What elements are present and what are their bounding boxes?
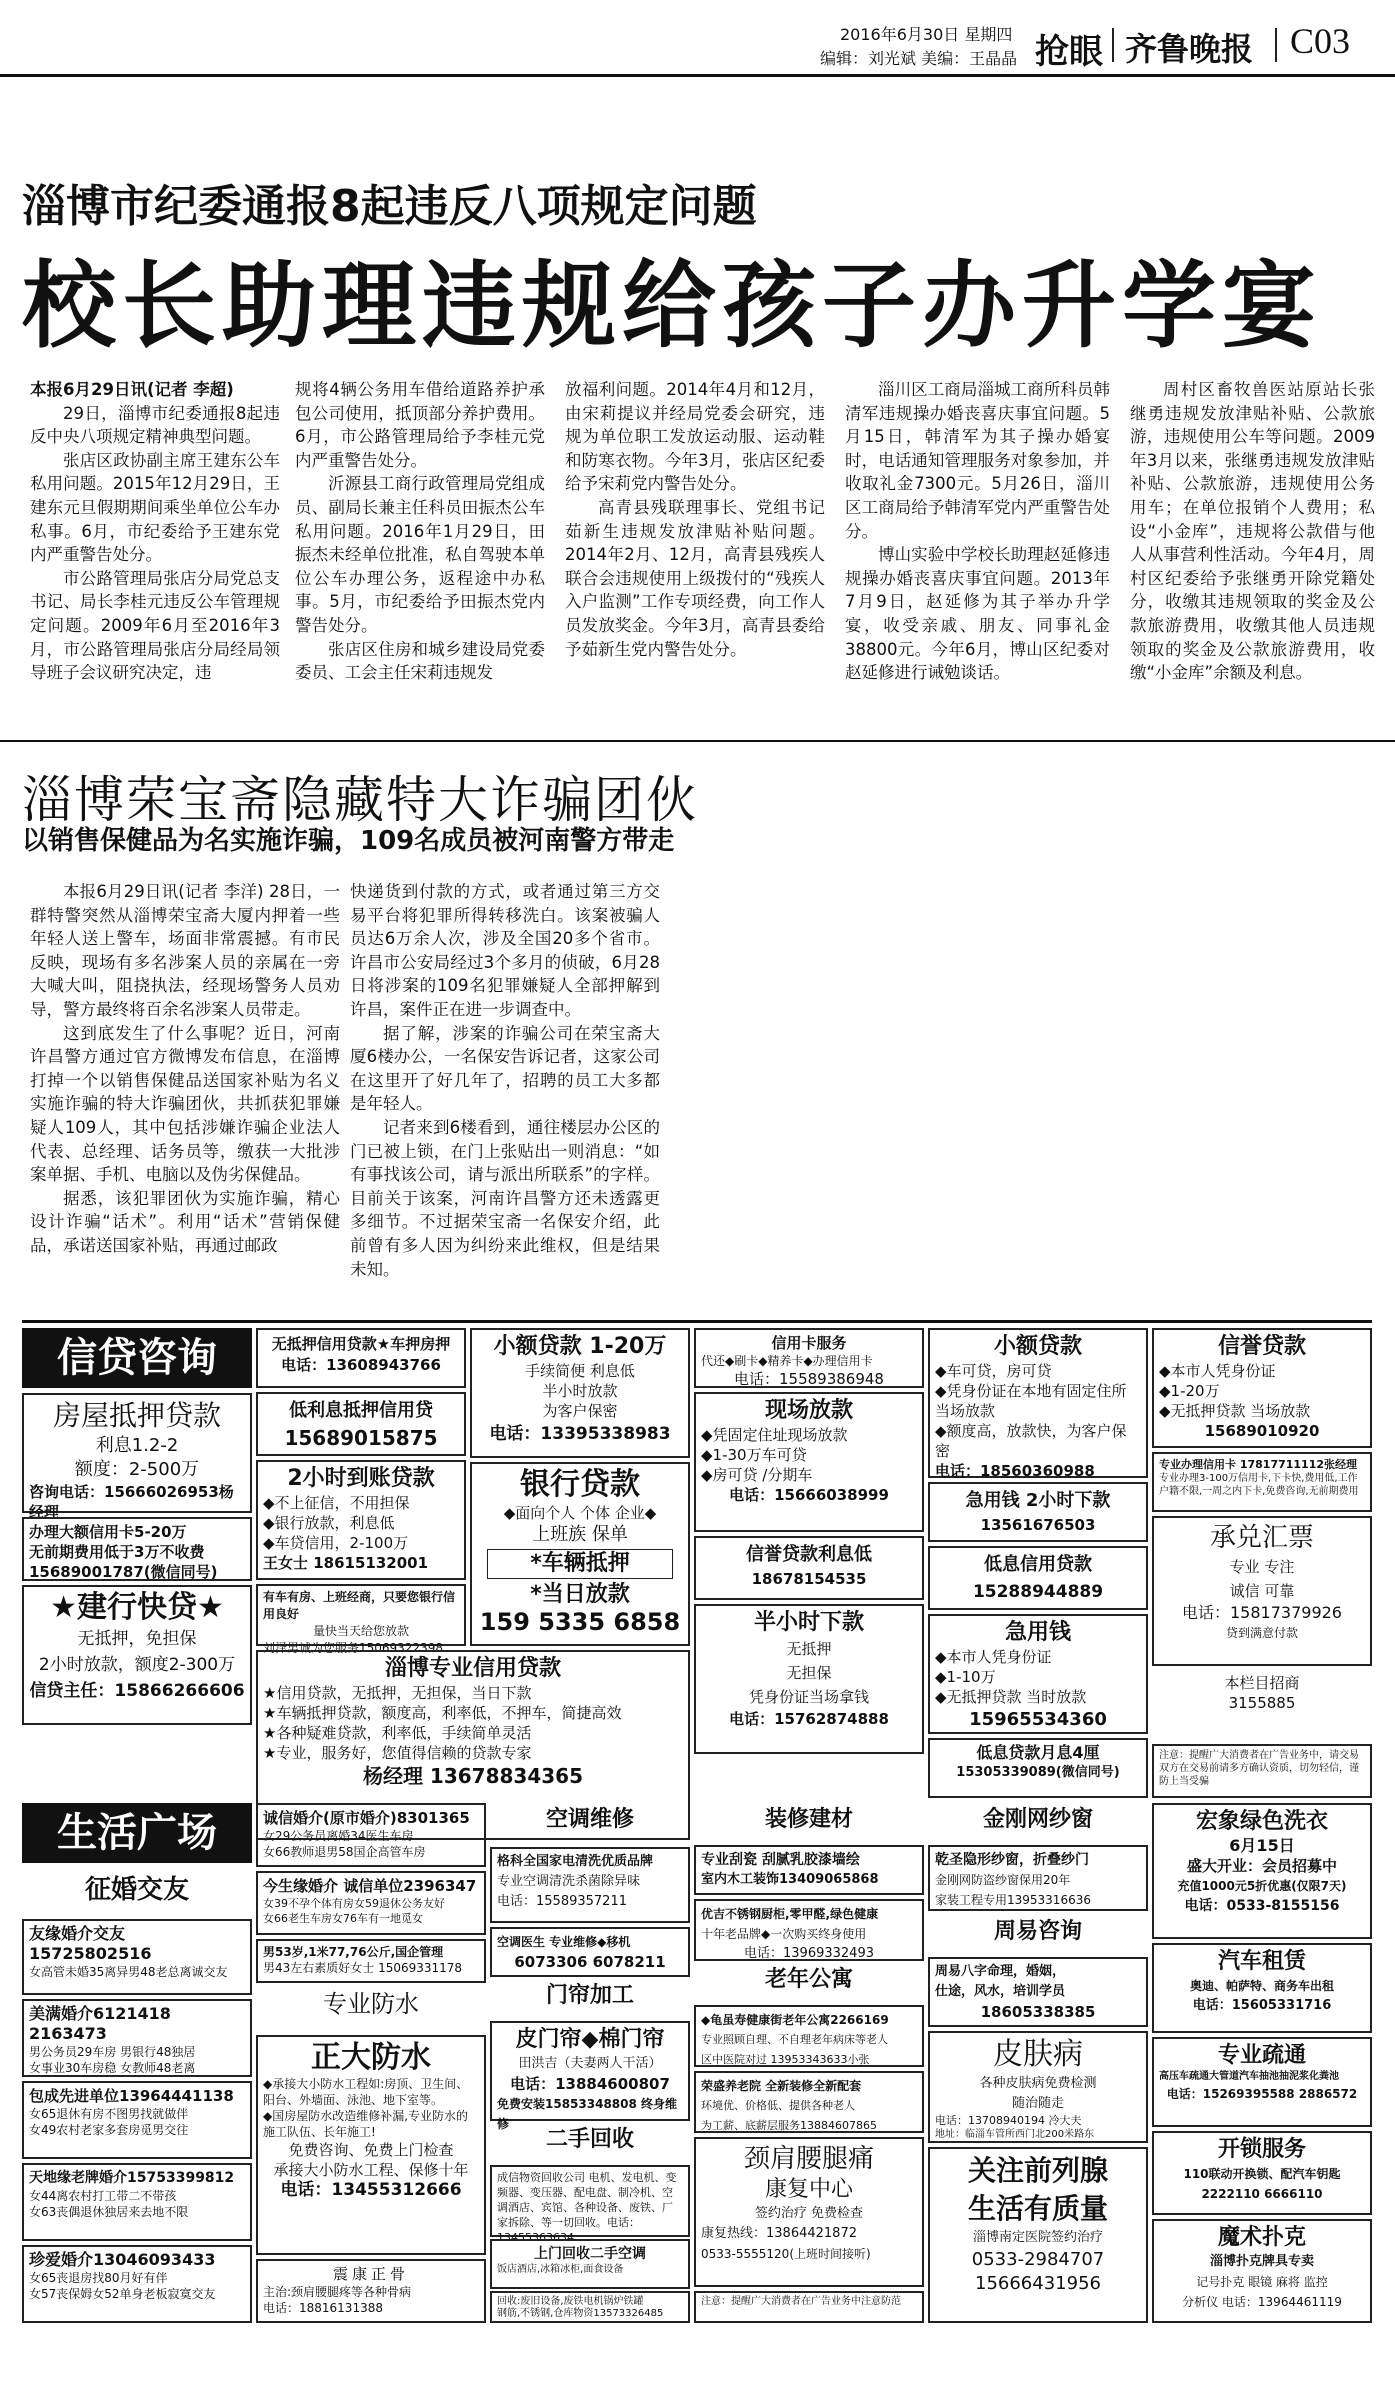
ad-credit-card-agent: 专业办理信用卡 17817711112张经理 专业办理3-100万信用卡,下卡快,费用低,工作户籍不限,一周之内下卡,免费咨询,无前期费用 bbox=[1152, 1452, 1372, 1512]
ad-scrap-recycle: 回收:废旧设备,废铁电机锅炉铁罐 钢筋,不锈钢,仓库物资13573326485 bbox=[490, 2291, 690, 2323]
ad-jinshengyuan: 今生缘婚介 诚信单位2396347 女39不孕个体有房女59退休公务友好 女66老生车房女76车有一地觅女 bbox=[256, 1871, 486, 1935]
ad-meiman: 美满婚介6121418 2163473 男公务员29车房 男银行48独居 女事业30车房稳 女教师48老离 bbox=[22, 1999, 252, 2077]
ad-car-rental: 汽车租赁 奥迪、帕萨特、商务车出租 电话：15605331716 bbox=[1152, 1943, 1372, 2033]
ad-qiansheng-screen: 乾圣隐形纱窗，折叠纱门 金刚网防盗纱窗保用20年 家装工程专用13953316636 bbox=[928, 1845, 1148, 1911]
ad-magic-poker: 魔术扑克 淄博扑克牌具专卖 记号扑克 眼镜 麻将 监控 分析仪 电话：13964461119 bbox=[1152, 2219, 1372, 2323]
ad-youyuan: 友缘婚介交友15725802516 女高管未婚35离异男48老总离诚交友 bbox=[22, 1919, 252, 1995]
ad-rongsheng: 荣盛养老院 全新装修全新配套 环境优、价格低、提供各种老人 为工薪、底薪层服务13884607865 bbox=[694, 2071, 924, 2133]
ad-credit-card: 办理大额信用卡5-20万 无前期费用低于3万不收费 15689001787(微信同号) bbox=[22, 1517, 252, 1581]
ad-acceptance-bill: 承兑汇票 专业 专注 诚信 可靠 电话：15817379926 贷到满意付款 bbox=[1152, 1516, 1372, 1666]
paragraph: 据悉，该犯罪团伙为实施诈骗，精心设计诈骗“话术”。利用“话术”营销保健品，承诺送国家补贴，再通过邮政 bbox=[30, 1188, 340, 1255]
ad-chengxin-matchmaking: 诚信婚介(原市婚介)8301365 女29公务员离婚34医生车房 女66教师退男58国企高管车房 bbox=[256, 1803, 486, 1867]
ad-leather-curtain: 皮门帘◆棉门帘 田洪吉（夫妻两人干活） 电话：13884600807 免费安装15853348808 终身维修 bbox=[490, 2021, 690, 2121]
divider bbox=[1275, 28, 1277, 62]
ad-low-interest-credit: 低息信用贷款 15288944889 bbox=[928, 1546, 1148, 1610]
ad-prostate: 关注前列腺 生活有质量 淄博南定医院签约治疗 0533-2984707 15666431956 bbox=[928, 2147, 1148, 2323]
ad-zhenkang-bonesetting: 震康正骨 主治:颈肩腰腿疼等各种骨病 电话：18816131388 bbox=[256, 2259, 486, 2323]
ad-waterproof-title: 专业防水 bbox=[323, 1990, 419, 2018]
ad-reputation-loan: 信誉贷款 ◆本市人凭身份证 ◆1-20万 ◆无抵押贷款 当场放款 15689010920 bbox=[1152, 1328, 1372, 1448]
ad-column-recruit: 本栏目招商 3155885 bbox=[1224, 1674, 1300, 1712]
banner-credit: 信贷咨询 bbox=[22, 1328, 252, 1388]
header-rule bbox=[0, 74, 1395, 77]
classified-ads bbox=[22, 1320, 1372, 2380]
ad-small-loan: 小额贷款 1-20万 手续简便 利息低 半小时放款 为客户保密 电话：13395338983 bbox=[470, 1328, 690, 1458]
ad-low-interest: 低利息抵押信用贷 15689015875 bbox=[256, 1392, 466, 1456]
byline: 本报6月29日讯(记者 李超) bbox=[30, 380, 234, 399]
article2-subhead: 以销售保健品为名实施诈骗，109名成员被河南警方带走 bbox=[22, 826, 675, 856]
ad-matchmaking-title: 征婚交友 bbox=[84, 1875, 189, 1905]
notice-2: 注意：提醒广大消费者在广告业务中注意防范 bbox=[694, 2291, 924, 2323]
ad-drain-cleaning: 专业疏通 高压车疏通大管道汽车抽池抽泥浆化粪池 电话：15269395588 2886572 bbox=[1152, 2037, 1372, 2127]
notice-1: 注意：提醒广大消费者在广告业务中，请交易双方在交易前请多方确认资质，切勿轻信，谨防上当受骗 bbox=[1152, 1744, 1372, 1798]
ad-ccb-loan: ★建行快贷★ 无抵押，免担保 2小时放款，额度2-300万 信贷主任：15866266606 bbox=[22, 1585, 252, 1725]
paragraph: 放福利问题。2014年4月和12月，由宋莉提议并经局党委会研究，违规为单位职工发放运动服、运动鞋和防寒衣物。今年3月，张店区纪委给予宋莉党内警告处分。 bbox=[565, 380, 825, 494]
paper-logo: 齐鲁晚报 bbox=[1125, 30, 1254, 68]
ad-tiandiyuan: 天地缘老牌婚介15753399812 女44离农村打工带二不带孩 女63丧偶退休独居来去地不限 bbox=[22, 2163, 252, 2241]
paragraph: 本报6月29日讯(记者 李洋) 28日，一群特警突然从淄博荣宝斋大厦内押着一些年轻人送上警车，场面非常震撼。有市民反映，现场有多名涉案人员的亲属在一旁大喊大叫，阻挠执法，经现场警务人员劝导，警方最终将百余名涉案人员带走。 bbox=[30, 882, 340, 1019]
ad-zibo-credit-loan: 淄博专业信用贷款 ★信用贷款，无抵押，无担保，当日下款 ★车辆抵押贷款，额度高，利率低，不押车，简捷高效 ★各种疑难贷款，利率低，手续简单灵活 ★专业，服务好，您值得信赖的贷款专家 杨经理 13678834365 bbox=[256, 1650, 690, 1840]
paragraph: 据了解，涉案的诈骗公司在荣宝斋大厦6楼办公，一名保安告诉记者，这家公司在这里开了好几年了，招聘的员工大多都是年轻人。 bbox=[350, 1023, 660, 1114]
ad-youji-cabinet: 优吉不锈钢厨柜,零甲醛,绿色健康 十年老品牌◆一次购买终身使用 电话：13969332493 bbox=[694, 1899, 924, 1961]
ad-credit-loan: 信誉贷款利息低 18678154535 bbox=[694, 1536, 924, 1600]
paragraph: 29日，淄博市纪委通报8起违反中央八项规定精神典型问题。 bbox=[30, 403, 280, 447]
ad-urgent-money-2: 急用钱 ◆本市人凭身份证 ◆1-10万 ◆无抵押贷款 当时放款 15965534360 bbox=[928, 1614, 1148, 1734]
paragraph: 博山实验中学校长助理赵延修违规操办婚丧喜庆事宜问题。2013年7月9日，赵延修为其子举办升学宴，收受亲戚、朋友、同事礼金38800元。今年6月，博山区纪委对赵延修进行诫勉谈话。 bbox=[845, 545, 1110, 683]
ad-elderly-title: 老年公寓 bbox=[764, 1967, 853, 1992]
ad-personal: 男53岁,1米77,76公斤,国企管理 男43左右素质好女士 15069331178 bbox=[256, 1939, 486, 1983]
section-title: 抢眼 bbox=[1035, 32, 1103, 72]
article2-column-1 bbox=[30, 880, 340, 1258]
paragraph: 张店区政协副主席王建东公车私用问题。2015年12月29日，王建东元旦假期期间乘坐单位公车办私事。6月，市纪委给予王建东党内严重警告处分。 bbox=[30, 450, 280, 565]
ad-low-rate-loan: 低息贷款月息4厘 15305339089(微信同号) bbox=[928, 1738, 1148, 1798]
article1-column-1 bbox=[30, 378, 280, 685]
divider bbox=[1112, 28, 1114, 62]
ad-curtain-title: 门帘加工 bbox=[545, 1983, 634, 2008]
paragraph: 周村区畜牧兽医站原站长张继勇违规发放津贴补贴、公款旅游，违规使用公车等问题。2009年3月以来，张继勇违规发放津贴补贴、公款旅游，违规使用公务用车；在单位报销个人费用；私设“小金库”，违规将公款借与他人从事营利性活动。今年4月，周村区纪委给予张继勇开除党籍处分，收缴其违规领取的奖金及公款旅游费用，收缴其他人员违规领取的奖金及公款旅游费用，收缴“小金库”余额及利息。 bbox=[1130, 380, 1375, 683]
article2-column-2 bbox=[350, 880, 660, 1281]
ad-screen-title: 金刚网纱窗 bbox=[982, 1807, 1093, 1832]
paragraph: 高青县残联理事长、党组书记茹新生违规发放津贴补贴问题。2014年2月、12月，高青县残疾人联合会违规使用上级拨付的“残疾人入户监测”工作专项经费，向工作人员发放奖金。今年3月，高青县委给予茹新生党内警告处分。 bbox=[565, 497, 825, 659]
article-divider bbox=[0, 740, 1395, 742]
ad-zhenai: 珍爱婚介13046093433 女65丧退房找80月好有伴 女57丧保姆女52单身老板寂寞交友 bbox=[22, 2245, 252, 2323]
ad-onsite-loan: 现场放款 ◆凭固定住址现场放款 ◆1-30万车可贷 ◆房可贷 /分期车 电话：15666038999 bbox=[694, 1392, 924, 1532]
ad-zhengda-waterproof: 正大防水 ◆承接大小防水工程如:房顶、卫生间、阳台、外墙面、泳池、地下室等。 ◆国房屋防水改造维修补漏,专业防水的施工队伍、长年施工! 免费咨询、免费上门检查 承接大小防水工程、保修十年 电话：13455312666 bbox=[256, 2035, 486, 2255]
ad-guishoushou: ◆龟虽寿健康街老年公寓2266169 专业照顾自理、不自理老年病床等老人 区中医院对过 13953343633小张 bbox=[694, 2005, 924, 2067]
ad-neck-back-pain: 颈肩腰腿痛 康复中心 签约治疗 免费检查 康复热线：13864421872 0533-5555120(上班时间接听) bbox=[694, 2137, 924, 2287]
article1-column-2 bbox=[295, 378, 545, 685]
paragraph: 规将4辆公务用车借给道路养护承包公司使用，抵顶部分养护费用。6月，市公路管理局给予李桂元党内严重警告处分。 bbox=[295, 380, 545, 470]
ad-zhouyi-title: 周易咨询 bbox=[993, 1919, 1082, 1944]
ad-decoration-title: 装修建材 bbox=[764, 1807, 853, 1832]
ad-locksmith: 开锁服务 110联动开换锁、配汽车钥匙 2222110 6666110 bbox=[1152, 2131, 1372, 2215]
ad-small-loan-2: 小额贷款 ◆车可贷，房可贷 ◆凭身份证在本地有固定住所当场放款 ◆额度高，放款快，为客户保密 电话：18560360988 bbox=[928, 1328, 1148, 1478]
article1-kicker: 淄博市纪委通报8起违反八项规定问题 bbox=[22, 181, 757, 232]
page-number: C03 bbox=[1290, 21, 1351, 61]
ad-house-loan: 房屋抵押贷款 利息1.2-2 额度：2-500万 咨询电话：15666026953杨经理 bbox=[22, 1393, 252, 1513]
article1-column-4 bbox=[845, 378, 1110, 685]
paragraph: 这到底发生了什么事呢？近日，河南许昌警方通过官方微博发布信息，在淄博打掉一个以销售保健品送国家补贴为名义实施诈骗的特大诈骗团伙，共抓获犯罪嫌疑人109人，其中包括涉嫌诈骗企业法人代表、总经理、话务员等，缴获一大批涉案单据、手机、电脑以及伪劣保健品。 bbox=[30, 1023, 340, 1185]
ad-painting: 专业刮瓷 刮腻乳胶漆墙绘 室内木工装饰13409065868 bbox=[694, 1845, 924, 1895]
ad-recycle-title: 二手回收 bbox=[545, 2127, 634, 2152]
issue-date: 2016年6月30日 星期四 bbox=[840, 25, 1013, 44]
article1-headline: 校长助理违规给孩子办升学宴 bbox=[22, 252, 1323, 361]
ad-2hour-loan: 2小时到账贷款 ◆不上征信，不用担保 ◆银行放款，利息低 ◆车贷信用，2-100万 王女士 18615132001 bbox=[256, 1460, 466, 1580]
editors: 编辑：刘光斌 美编：王晶晶 bbox=[820, 49, 1018, 68]
article1-column-5 bbox=[1130, 378, 1375, 685]
paragraph: 市公路管理局张店分局党总支书记、局长李桂元违反公车管理规定问题。2009年6月至2016年3月，市公路管理局张店分局经局领导班子会议研究决定，违 bbox=[30, 568, 280, 683]
ad-half-hour-loan: 半小时下款 无抵押 无担保 凭身份证当场拿钱 电话：15762874888 bbox=[694, 1604, 924, 1754]
ad-credit-card-service: 信用卡服务 代还◆刷卡◆精养卡◆办理信用卡 电话：15589386948 bbox=[694, 1328, 924, 1388]
paragraph: 快递货到付款的方式，或者通过第三方交易平台将犯罪所得转移洗白。该案被骗人员达6万余人次，涉及全国20多个省市。许昌市公安局经过3个多月的侦破，6月28日将涉案的109名犯罪嫌疑人全部押解到许昌，案件正在进一步调查中。 bbox=[350, 882, 660, 1019]
ad-skin-disease: 皮肤病 各种皮肤病免费检测 随治随走 电话：13708940194 冷大夫 地址：临淄车管所西门北200米路东 bbox=[928, 2031, 1148, 2143]
paragraph: 沂源县工商行政管理局党组成员、副局长兼主任科员田振杰公车私用问题。2016年1月29日，田振杰未经单位批准，私自驾驶本单位公车办理公务，返程途中办私事。5月，市纪委给予田振杰党内警告处分。 bbox=[295, 474, 545, 635]
paragraph: 淄川区工商局淄城工商所科员韩清军违规操办婚丧喜庆事宜问题。5月15日，韩清军为其子操办婚宴时，电话通知管理服务对象参加，并收取礼金7300元。5月26日，淄川区工商局给予韩清军党内严重警告处分。 bbox=[845, 380, 1110, 541]
paragraph: 记者来到6楼看到，通往楼层办公区的门已被上锁，在门上张贴出一则消息：“如有事找该公司，请与派出所联系”的字样。目前关于该案，河南许昌警方还未透露更多细节。不过据荣宝斋一名保安介绍，此前曾有多人因为纠纷来此维权，但是结果未知。 bbox=[350, 1117, 660, 1279]
ad-car-house-loan: 有车有房、上班经商，只要您银行信用良好 量快当天给您放款 刘泽男诚为您服务15069322398 bbox=[256, 1584, 466, 1646]
ad-ac-repair-title: 空调维修 bbox=[545, 1807, 634, 1832]
ad-ac-cleaning: 格科全国家电清洗优质品牌 专业空调清洗杀菌除异味 电话：15589357211 bbox=[490, 1847, 690, 1923]
ad-urgent-money: 急用钱 2小时下款 13561676503 bbox=[928, 1482, 1148, 1542]
ad-baocheng: 包成先进单位13964441138 女65退休有房不图男找就做伴 女49农村老家多套房觅男交往 bbox=[22, 2081, 252, 2159]
ad-no-collateral: 无抵押信用贷款★车押房押 电话：13608943766 bbox=[256, 1328, 466, 1388]
masthead bbox=[0, 0, 1395, 70]
ad-zhouyi: 周易八字命理，婚姻， 仕途，风水，培训学员 18605338385 bbox=[928, 1957, 1148, 2027]
ad-bank-loan: 银行贷款 ◆面向个人 个体 企业◆ 上班族 保单 *车辆抵押 *当日放款 159 5335 6858 bbox=[470, 1462, 690, 1646]
paragraph: 张店区住房和城乡建设局党委委员、工会主任宋莉违规发 bbox=[295, 639, 545, 683]
ad-hongxiang-laundry: 宏象绿色洗衣 6月15日 盛大开业：会员招募中 充值1000元5折优惠(仅限7天) 电话：0533-8155156 bbox=[1152, 1803, 1372, 1939]
article1-column-3 bbox=[565, 378, 825, 661]
banner-life: 生活广场 bbox=[22, 1803, 252, 1863]
ad-chengxin-recycle: 成信物资回收公司 电机、发电机、变频器、变压器、配电盘、制冷机、空调酒店、宾馆、各种设备、废铁、厂家拆除、等一切回收。电话：13455363634 bbox=[490, 2165, 690, 2237]
article2-headline: 淄博荣宝斋隐藏特大诈骗团伙 bbox=[22, 771, 698, 829]
ad-ac-recycle: 上门回收二手空调 饭店酒店,冰箱冰柜,面食设备 bbox=[490, 2239, 690, 2289]
ad-ac-doctor: 空调医生 专业维修◆移机 6073306 6078211 bbox=[490, 1927, 690, 1977]
